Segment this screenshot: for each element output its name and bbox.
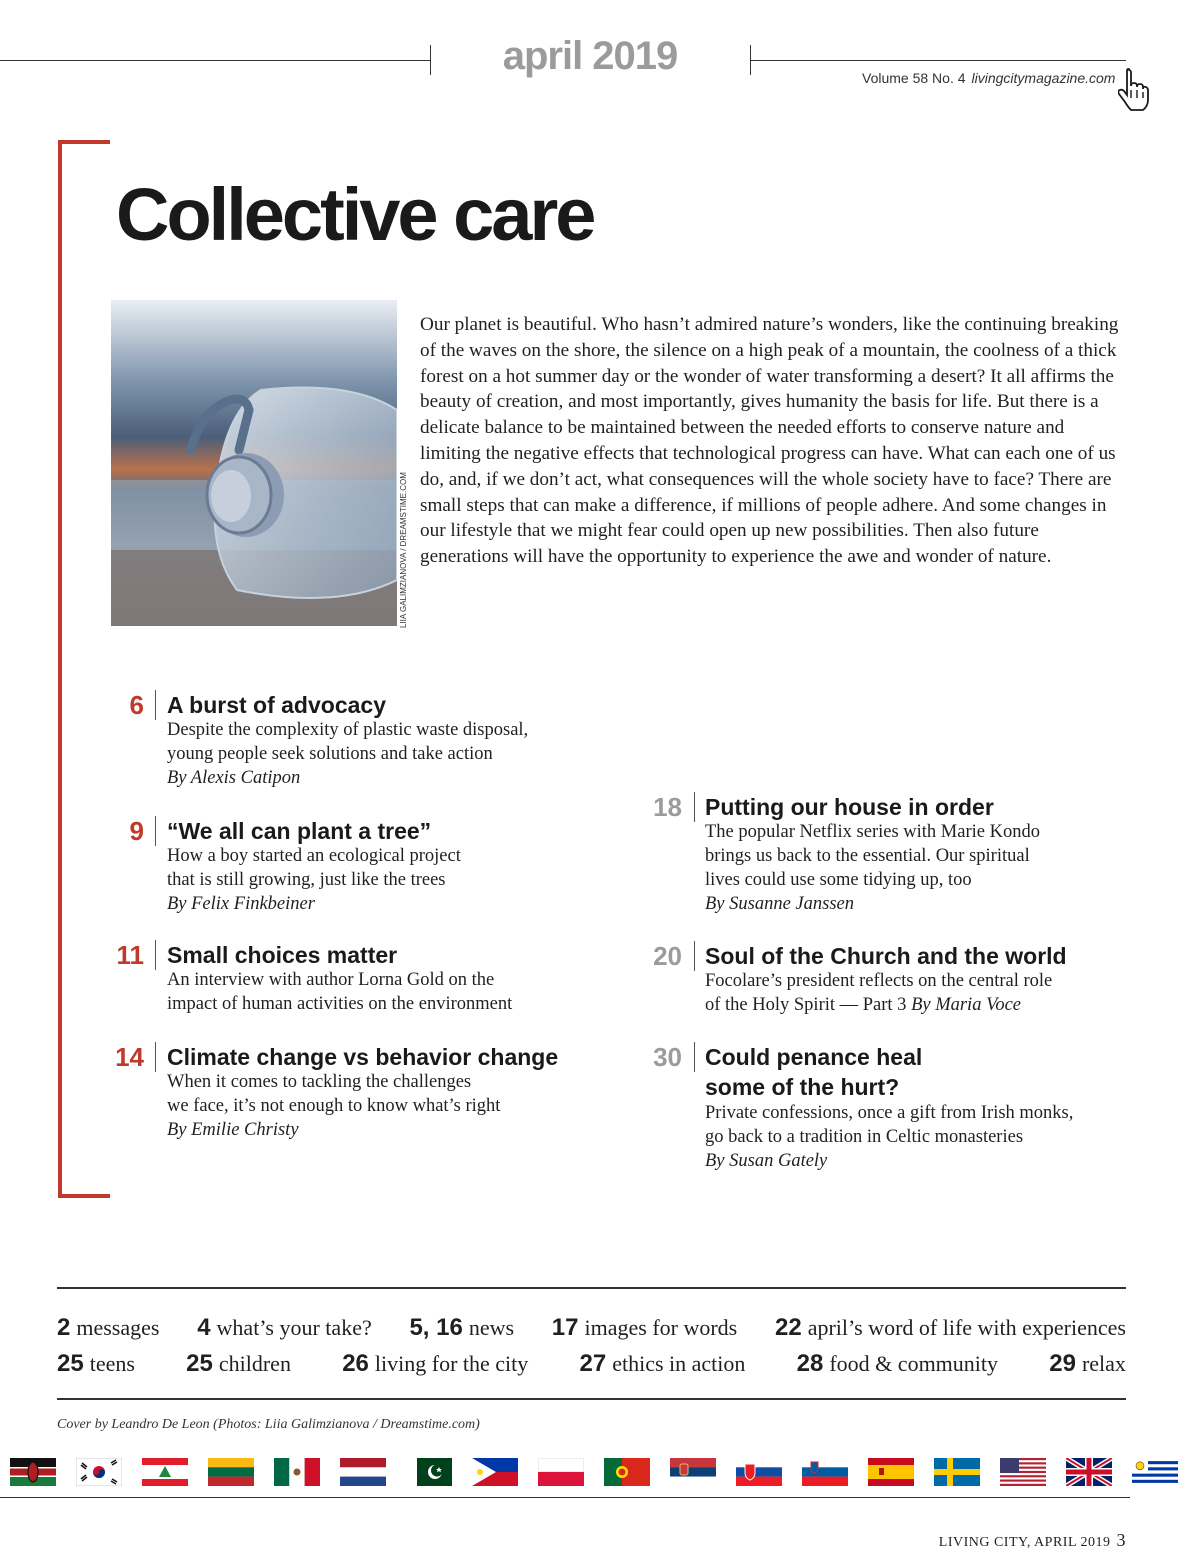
index-page: 25: [57, 1350, 84, 1377]
index-item[interactable]: [775, 1313, 1126, 1343]
toc-desc-line: go back to a tradition in Celtic monasteries: [705, 1127, 1024, 1147]
toc-entry-20[interactable]: [638, 941, 1128, 1021]
toc-title-line: Could penance heal: [705, 1044, 923, 1070]
toc-divider: [694, 792, 695, 822]
issue-date: april 2019: [502, 34, 678, 78]
header-rule-left: [0, 60, 430, 61]
hand-pointer-icon: [1118, 68, 1150, 112]
toc-divider: [694, 941, 695, 971]
index-item[interactable]: [57, 1313, 159, 1343]
toc-desc-line: Private confessions, once a gift from Irish monks,: [705, 1103, 1074, 1123]
serbia-flag: [670, 1458, 716, 1486]
red-bracket-top: [58, 140, 110, 144]
index-item[interactable]: [186, 1349, 291, 1379]
index-item[interactable]: [409, 1313, 514, 1343]
index-page: 4: [197, 1314, 211, 1341]
south-korea-flag: [76, 1458, 122, 1486]
toc-desc-line: The popular Netflix series with Marie Kondo: [705, 822, 1040, 842]
index-rule-top: [57, 1287, 1126, 1289]
page-footer: [939, 1530, 1126, 1551]
toc-desc-line: young people seek solutions and take action: [167, 744, 493, 764]
index-label: relax: [1081, 1351, 1126, 1376]
toc-entry-6[interactable]: [100, 690, 600, 790]
index-row-1: [57, 1313, 1126, 1343]
toc-page-number: 14: [115, 1042, 144, 1072]
toc-divider: [155, 1042, 156, 1072]
index-page: 27: [579, 1350, 607, 1377]
volume-info: [862, 70, 1115, 86]
cover-credit: Cover by Leandro De Leon (Photos: Liia Galimzianova / Dreamstime.com): [57, 1417, 480, 1432]
toc-title: Soul of the Church and the world: [705, 943, 1067, 969]
index-label: news: [468, 1315, 515, 1340]
toc-byline: By Felix Finkbeiner: [167, 894, 315, 914]
toc-desc-line: When it comes to tackling the challenges: [167, 1072, 472, 1092]
toc-divider: [155, 816, 156, 846]
toc-title: Climate change vs behavior change: [167, 1044, 559, 1070]
flag-strip: [10, 1458, 1190, 1488]
index-label: april’s word of life with experiences: [807, 1315, 1126, 1340]
kenya-flag: [10, 1458, 56, 1486]
plastic-bottle-photo: [111, 300, 397, 626]
index-item[interactable]: [197, 1313, 372, 1343]
index-label: teens: [89, 1351, 135, 1376]
toc-page-number: 9: [129, 816, 144, 846]
toc-page-number: 30: [653, 1042, 682, 1072]
portugal-flag: [604, 1458, 650, 1486]
index-item[interactable]: [1049, 1349, 1126, 1379]
mexico-flag: [274, 1458, 320, 1486]
toc-byline: By Maria Voce: [911, 995, 1021, 1015]
toc-title: [705, 1042, 922, 1102]
footer-rule: [0, 1497, 1130, 1498]
usa-flag: [1000, 1458, 1046, 1486]
toc-description: [167, 968, 512, 1016]
toc-desc-line: impact of human activities on the environment: [167, 994, 513, 1014]
toc-page-number: 20: [653, 941, 682, 971]
toc-page-number: 6: [129, 690, 144, 720]
index-page: 25: [186, 1350, 213, 1377]
toc-byline: By Emilie Christy: [167, 1120, 299, 1140]
header-rule-right: [750, 60, 1126, 61]
index-page: 28: [796, 1350, 824, 1377]
toc-desc-line: lives could use some tidying up, too: [705, 870, 972, 890]
toc-desc-line: Despite the complexity of plastic waste disposal,: [167, 720, 529, 740]
red-bracket: [58, 140, 62, 1198]
toc-description: [167, 718, 528, 790]
toc-title: A burst of advocacy: [167, 692, 386, 718]
toc-desc-line: How a boy started an ecological project: [167, 846, 461, 866]
toc-desc-line: that is still growing, just like the trees: [167, 870, 446, 890]
toc-description: [167, 844, 461, 916]
index-page: 26: [342, 1350, 369, 1377]
index-label: images for words: [584, 1315, 738, 1340]
index-page: 5, 16: [409, 1314, 463, 1341]
website-link[interactable]: livingcitymagazine.com: [971, 70, 1116, 86]
uruguay-flag: [1132, 1458, 1178, 1486]
toc-page-number: 11: [116, 940, 144, 970]
volume-number: Volume 58 No. 4: [862, 70, 966, 86]
toc-entry-11[interactable]: [100, 940, 600, 1020]
toc-description: [705, 820, 1040, 916]
toc-title: Small choices matter: [167, 942, 398, 968]
feature-title: Collective care: [116, 173, 594, 256]
toc-desc-line: we face, it’s not enough to know what’s right: [167, 1096, 501, 1116]
header-tick-left: [430, 45, 431, 75]
toc-desc-line: An interview with author Lorna Gold on the: [167, 970, 495, 990]
netherlands-flag: [340, 1458, 386, 1486]
lithuania-flag: [208, 1458, 254, 1486]
index-row-2: [57, 1349, 1126, 1379]
index-page: 22: [774, 1314, 802, 1341]
toc-desc-line: [705, 993, 1052, 1017]
toc-description: [167, 1070, 500, 1142]
toc-entry-9[interactable]: [100, 816, 600, 916]
toc-desc-line: Focolare’s president reflects on the central role: [705, 971, 1053, 991]
toc-title-line: some of the hurt?: [705, 1074, 900, 1100]
toc-entry-30[interactable]: [638, 1042, 1128, 1172]
toc-divider: [155, 690, 156, 720]
philippines-flag: [472, 1458, 518, 1486]
index-label: food & community: [829, 1351, 999, 1376]
toc-divider: [694, 1042, 695, 1072]
slovakia-flag: [736, 1458, 782, 1486]
toc-entry-14[interactable]: [100, 1042, 600, 1142]
index-item[interactable]: [552, 1313, 737, 1343]
index-item[interactable]: [580, 1349, 746, 1379]
index-item[interactable]: [797, 1349, 998, 1379]
uk-flag: [1066, 1458, 1112, 1486]
toc-desc-line: brings us back to the essential. Our spiritual: [705, 846, 1030, 866]
index-label: messages: [76, 1315, 160, 1340]
index-label: living for the city: [374, 1351, 529, 1376]
index-label: what’s your take?: [216, 1315, 372, 1340]
toc-description: [705, 969, 1052, 1017]
red-bracket-bottom: [58, 1194, 110, 1198]
page-number: 3: [1116, 1530, 1126, 1550]
poland-flag: [538, 1458, 584, 1486]
index-item[interactable]: [342, 1349, 528, 1379]
index-page: 2: [57, 1314, 71, 1341]
toc-entry-18[interactable]: [638, 792, 1128, 917]
spain-flag: [868, 1458, 914, 1486]
toc-desc-text: of the Holy Spirit — Part 3: [705, 995, 907, 1015]
index-item[interactable]: [57, 1349, 135, 1379]
publication-name: LIVING CITY, APRIL 2019: [938, 1535, 1111, 1550]
slovenia-flag: [802, 1458, 848, 1486]
index-label: ethics in action: [612, 1351, 746, 1376]
pakistan-flag: [406, 1458, 452, 1486]
index-rule-bottom: [57, 1398, 1126, 1400]
toc-byline: By Alexis Catipon: [167, 768, 301, 788]
index-page: 17: [551, 1314, 579, 1341]
sweden-flag: [934, 1458, 980, 1486]
toc-description: [705, 1101, 1073, 1173]
toc-byline: By Susanne Janssen: [705, 894, 854, 914]
toc-title: “We all can plant a tree”: [167, 818, 432, 844]
index-page: 29: [1049, 1350, 1076, 1377]
toc-byline: By Susan Gately: [705, 1151, 828, 1171]
lebanon-flag: [142, 1458, 188, 1486]
toc-title: Putting our house in order: [705, 794, 994, 820]
intro-paragraph: Our planet is beautiful. Who hasn’t admired nature’s wonders, like the continuing breaking of the waves on the shore, the silence on a high peak of a mountain, the coolness of a thick forest on a hot summer day or the wonder of water transforming a desert? It all affirms the beauty of creation, and most importantly, gives humanity the basis for life. But there is a delicate balance to be maintained between the needed efforts to conserve nature and limiting the negative effects that technological progress can have. What can each one of us do, and, if we don’t act, what consequences will the whole society have to face? There are small steps that can make a difference, if millions of people adhere. And some changes in our lifestyle that we might fear could open up new possibilities. Then also future generations will have the opportunity to experience the awe and wonder of nature.: [420, 314, 1119, 568]
index-label: children: [218, 1351, 291, 1376]
toc-page-number: 18: [653, 792, 682, 822]
photo-credit: LIIA GALIMZIANOVA / DREAMSTIME.COM: [399, 472, 408, 628]
toc-divider: [155, 940, 156, 970]
